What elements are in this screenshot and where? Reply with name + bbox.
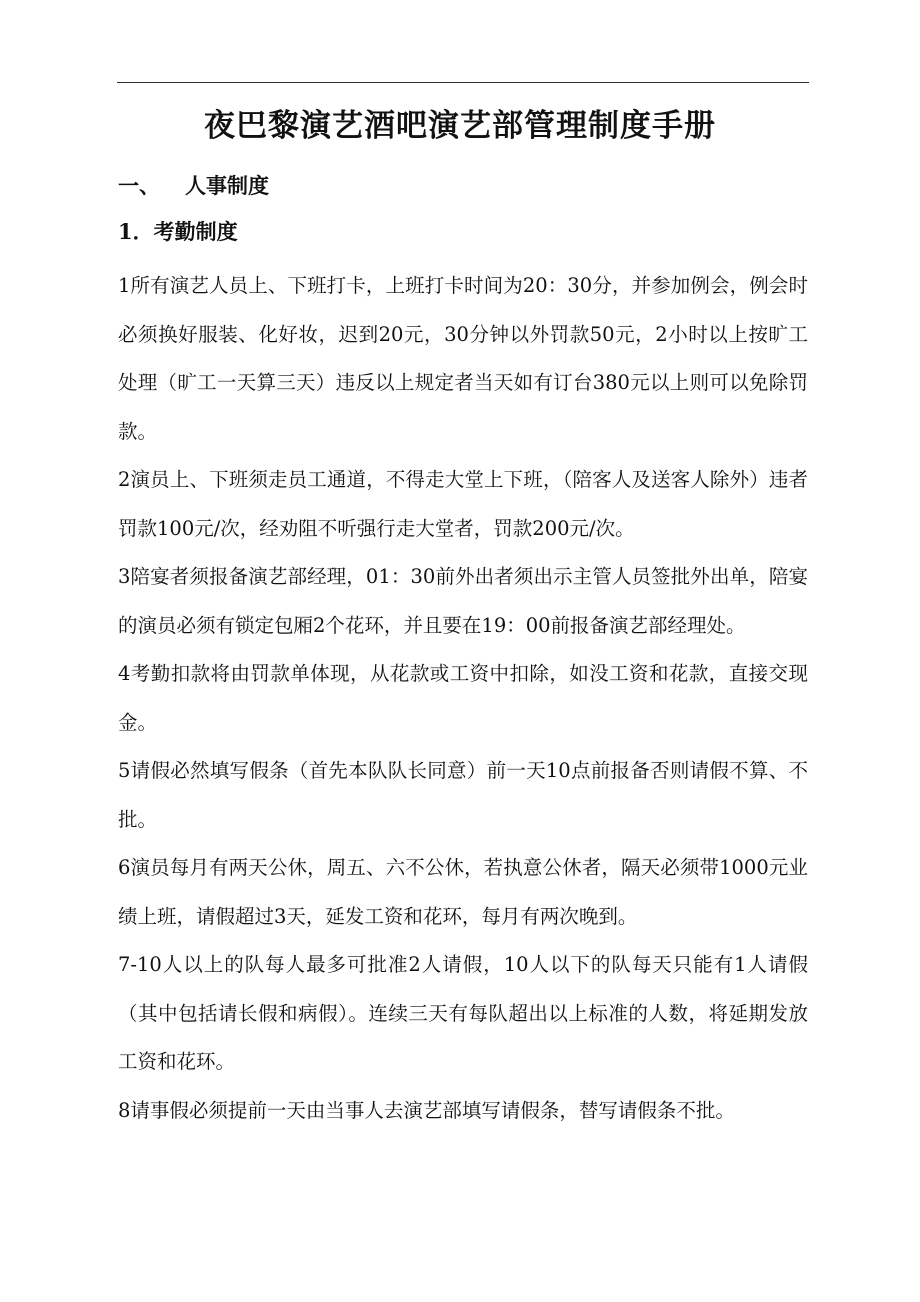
paragraph-3: 3陪宴者须报备演艺部经理，01：30前外出者须出示主管人员签批外出单，陪宴的演员必须有锁定包厢2个花环，并且要在19：00前报备演艺部经理处。 — [118, 565, 808, 637]
paragraph-1: 1所有演艺人员上、下班打卡，上班打卡时间为20：30分，并参加例会，例会时必须换好服装、化好妆，迟到20元，30分钟以外罚款50元，2小时以上按旷工处理（旷工一天算三天）违反以上规定者当天如有订台380元以上则可以免除罚款。 — [118, 274, 808, 443]
section-number: 一、 — [118, 173, 160, 198]
document-body — [118, 262, 808, 1135]
section-heading — [118, 168, 269, 204]
section-label: 人事制度 — [185, 173, 269, 198]
header-rule — [117, 82, 809, 83]
paragraph-6: 6演员每月有两天公休，周五、六不公休，若执意公休者，隔天必须带1000元业绩上班，请假超过3天，延发工资和花环，每月有两次晚到。 — [118, 856, 808, 928]
paragraph-5: 5请假必然填写假条（首先本队队长同意）前一天10点前报备否则请假不算、不批。 — [118, 759, 808, 831]
paragraph-2: 2演员上、下班须走员工通道，不得走大堂上下班，（陪客人及送客人除外）违者罚款100元/次，经劝阻不听强行走大堂者，罚款200元/次。 — [118, 468, 808, 540]
subsection-heading: 1．考勤制度 — [118, 219, 238, 244]
paragraph-4: 4考勤扣款将由罚款单体现，从花款或工资中扣除，如没工资和花款，直接交现金。 — [118, 662, 808, 734]
document-title: 夜巴黎演艺酒吧演艺部管理制度手册 — [204, 108, 716, 144]
paragraph-7: 7-10人以上的队每人最多可批准2人请假，10人以下的队每天只能有1人请假（其中包括请长假和病假）。连续三天有每队超出以上标准的人数，将延期发放工资和花环。 — [118, 953, 808, 1073]
paragraph-8: 8请事假必须提前一天由当事人去演艺部填写请假条，替写请假条不批。 — [118, 1098, 735, 1122]
